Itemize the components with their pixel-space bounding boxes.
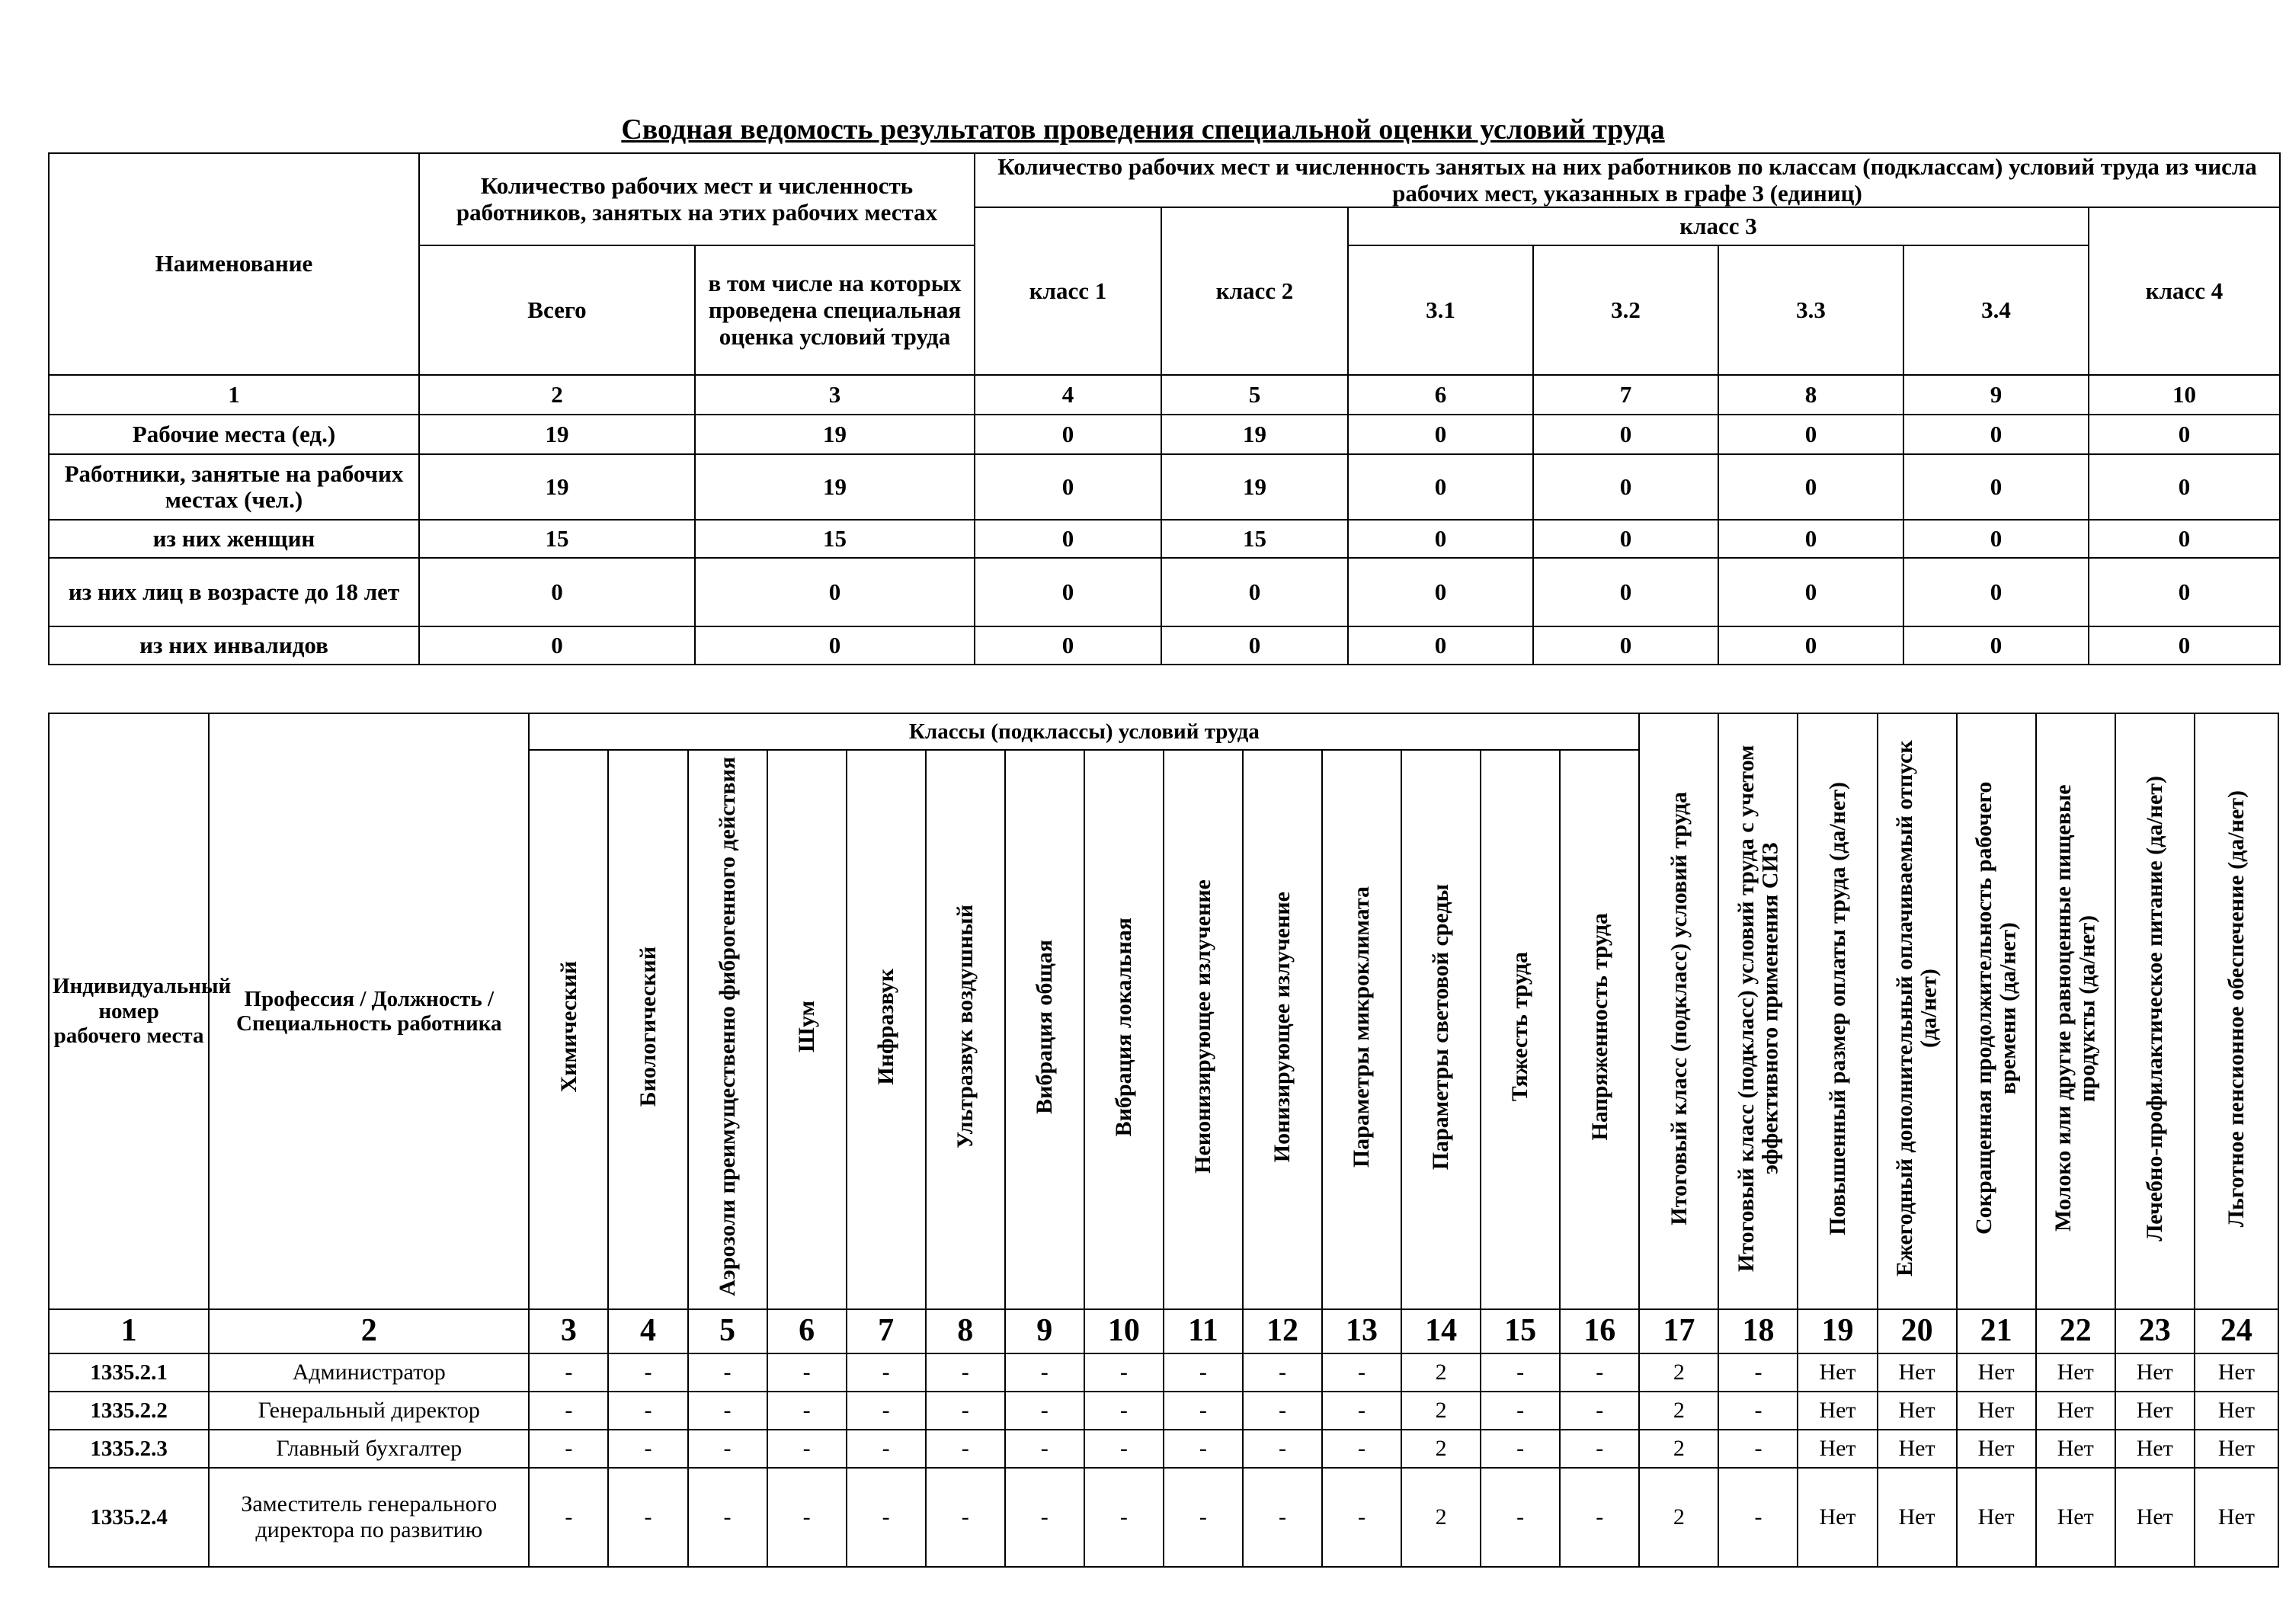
cell-value: 0 <box>2089 520 2280 558</box>
cell-value: - <box>767 1468 847 1567</box>
cell-value: Нет <box>1957 1392 2036 1430</box>
cell-value: Нет <box>1957 1353 2036 1392</box>
cell-value: - <box>767 1353 847 1392</box>
col-number: 13 <box>1322 1309 1401 1353</box>
cell-value: 2 <box>1401 1430 1481 1468</box>
col-number: 23 <box>2115 1309 2195 1353</box>
cell-value: - <box>608 1353 687 1392</box>
cell-value: - <box>1481 1468 1560 1567</box>
col-number: 1 <box>49 375 419 415</box>
cell-value: 0 <box>2089 558 2280 626</box>
cell-value: 0 <box>1718 454 1903 520</box>
cell-value: 0 <box>1161 558 1348 626</box>
cell-value: Нет <box>2115 1468 2195 1567</box>
table-row <box>49 520 2280 558</box>
cell-value: - <box>688 1430 767 1468</box>
cell-value: 15 <box>1161 520 1348 558</box>
cell-value: - <box>1164 1392 1243 1430</box>
summary-head-class3: класс 3 <box>1348 207 2089 245</box>
summary-head-sub-3-2: 3.2 <box>1533 245 1718 375</box>
summary-head-class2: класс 2 <box>1161 207 1348 375</box>
cell-value: 0 <box>695 558 975 626</box>
table-row <box>49 1392 2278 1430</box>
row-label: из них женщин <box>49 520 419 558</box>
summary-head-qty: Количество рабочих мест и численность работников, занятых на этих рабочих местах <box>419 153 975 245</box>
col-number: 3 <box>529 1309 608 1353</box>
cell-value: 0 <box>975 626 1161 665</box>
factor-head: Шум <box>767 750 847 1309</box>
factor-head: Параметры световой среды <box>1401 750 1481 1309</box>
cell-value: Нет <box>1957 1468 2036 1567</box>
summary-head-sub-3-3: 3.3 <box>1718 245 1903 375</box>
col-number: 3 <box>695 375 975 415</box>
cell-value: Нет <box>1798 1392 1877 1430</box>
cell-value: - <box>847 1392 926 1430</box>
cell-value: - <box>1560 1353 1639 1392</box>
factor-head: Химический <box>529 750 608 1309</box>
col-number: 8 <box>926 1309 1005 1353</box>
cell-value: - <box>1322 1430 1401 1468</box>
cell-value: 19 <box>695 415 975 454</box>
cell-value: Нет <box>2115 1430 2195 1468</box>
cell-value: - <box>1560 1430 1639 1468</box>
cell-value: - <box>688 1392 767 1430</box>
workplace-id: 1335.2.1 <box>49 1353 209 1392</box>
table-row <box>49 626 2280 665</box>
table-row <box>49 1430 2278 1468</box>
cell-value: Нет <box>1878 1392 1957 1430</box>
row-label: из них инвалидов <box>49 626 419 665</box>
detail-number-row <box>49 1309 2278 1353</box>
cell-value: 2 <box>1639 1353 1718 1392</box>
cell-value: - <box>1084 1353 1164 1392</box>
cell-value: - <box>1322 1392 1401 1430</box>
col-number: 22 <box>2036 1309 2115 1353</box>
cell-value: 0 <box>695 626 975 665</box>
cell-value: - <box>847 1430 926 1468</box>
cell-value: - <box>608 1430 687 1468</box>
cell-value: 0 <box>419 626 695 665</box>
summary-head-class4: класс 4 <box>2089 207 2280 375</box>
col-number: 19 <box>1798 1309 1877 1353</box>
col-number: 7 <box>1533 375 1718 415</box>
cell-value: - <box>529 1430 608 1468</box>
factor-head: Тяжесть труда <box>1481 750 1560 1309</box>
col-number: 11 <box>1164 1309 1243 1353</box>
cell-value: Нет <box>2195 1430 2278 1468</box>
detail-head-hours: Сокращенная продолжительность рабочего времени (да/нет) <box>1957 713 2036 1309</box>
cell-value: 0 <box>1348 454 1533 520</box>
cell-value: Нет <box>1798 1468 1877 1567</box>
table-row <box>49 1468 2278 1567</box>
col-number: 12 <box>1243 1309 1322 1353</box>
summary-head-name: Наименование <box>49 153 419 375</box>
profession: Главный бухгалтер <box>209 1430 529 1468</box>
cell-value: Нет <box>2195 1392 2278 1430</box>
cell-value: Нет <box>2036 1468 2115 1567</box>
cell-value: - <box>767 1430 847 1468</box>
cell-value: - <box>1005 1353 1084 1392</box>
cell-value: - <box>1718 1353 1798 1392</box>
col-number: 7 <box>847 1309 926 1353</box>
cell-value: 19 <box>1161 415 1348 454</box>
cell-value: - <box>1084 1392 1164 1430</box>
cell-value: - <box>1243 1468 1322 1567</box>
cell-value: - <box>1322 1353 1401 1392</box>
profession: Администратор <box>209 1353 529 1392</box>
detail-head-profession: Профессия / Должность / Специальность работника <box>209 713 529 1309</box>
cell-value: 15 <box>695 520 975 558</box>
cell-value: - <box>847 1353 926 1392</box>
cell-value: 0 <box>419 558 695 626</box>
detail-head-nutrition: Лечебно-профилактическое питание (да/нет) <box>2115 713 2195 1309</box>
workplace-id: 1335.2.3 <box>49 1430 209 1468</box>
factor-head: Вибрация общая <box>1005 750 1084 1309</box>
summary-head-total: Всего <box>419 245 695 375</box>
col-number: 24 <box>2195 1309 2278 1353</box>
summary-head-assessed: в том числе на которых проведена специальная оценка условий труда <box>695 245 975 375</box>
cell-value: 0 <box>1348 626 1533 665</box>
detail-head-classes: Классы (подклассы) условий труда <box>529 713 1639 750</box>
cell-value: 0 <box>1348 415 1533 454</box>
cell-value: 2 <box>1401 1468 1481 1567</box>
cell-value: 0 <box>975 558 1161 626</box>
cell-value: - <box>1005 1392 1084 1430</box>
cell-value: - <box>926 1430 1005 1468</box>
workplace-id: 1335.2.4 <box>49 1468 209 1567</box>
cell-value: 19 <box>419 454 695 520</box>
cell-value: - <box>926 1353 1005 1392</box>
col-number: 18 <box>1718 1309 1798 1353</box>
cell-value: Нет <box>2036 1392 2115 1430</box>
col-number: 5 <box>1161 375 1348 415</box>
factor-head: Напряженность труда <box>1560 750 1639 1309</box>
cell-value: 2 <box>1401 1392 1481 1430</box>
cell-value: 19 <box>419 415 695 454</box>
table-row <box>49 558 2280 626</box>
col-number: 2 <box>419 375 695 415</box>
cell-value: 0 <box>975 454 1161 520</box>
cell-value: - <box>608 1468 687 1567</box>
cell-value: - <box>529 1353 608 1392</box>
col-number: 9 <box>1903 375 2089 415</box>
cell-value: - <box>1322 1468 1401 1567</box>
factor-head: Биологический <box>608 750 687 1309</box>
cell-value: - <box>1243 1430 1322 1468</box>
profession: Заместитель генерального директора по развитию <box>209 1468 529 1567</box>
cell-value: - <box>1164 1468 1243 1567</box>
cell-value: 2 <box>1639 1430 1718 1468</box>
cell-value: 19 <box>695 454 975 520</box>
cell-value: 0 <box>1903 454 2089 520</box>
cell-value: - <box>688 1353 767 1392</box>
cell-value: 2 <box>1401 1353 1481 1392</box>
cell-value: - <box>926 1392 1005 1430</box>
cell-value: 0 <box>1903 558 2089 626</box>
factor-head: Вибрация локальная <box>1084 750 1164 1309</box>
col-number: 20 <box>1878 1309 1957 1353</box>
cell-value: Нет <box>1878 1430 1957 1468</box>
col-number: 15 <box>1481 1309 1560 1353</box>
cell-value: Нет <box>1878 1353 1957 1392</box>
cell-value: - <box>1084 1468 1164 1567</box>
cell-value: - <box>1718 1468 1798 1567</box>
cell-value: - <box>1718 1430 1798 1468</box>
cell-value: 0 <box>1903 520 2089 558</box>
cell-value: 0 <box>2089 626 2280 665</box>
cell-value: 0 <box>1533 558 1718 626</box>
cell-value: Нет <box>1957 1430 2036 1468</box>
cell-value: Нет <box>2036 1353 2115 1392</box>
col-number: 10 <box>1084 1309 1164 1353</box>
summary-table <box>48 152 2281 665</box>
col-number: 21 <box>1957 1309 2036 1353</box>
summary-head-classes: Количество рабочих мест и численность занятых на них работников по классам (подклассам) условий труда из числа рабочих мест, указанных в графе 3 (единиц) <box>975 153 2280 207</box>
cell-value: Нет <box>1798 1430 1877 1468</box>
cell-value: - <box>688 1468 767 1567</box>
cell-value: 0 <box>1161 626 1348 665</box>
factor-head: Ультразвук воздушный <box>926 750 1005 1309</box>
table-row <box>49 454 2280 520</box>
detail-head-final-class: Итоговый класс (подкласс) условий труда <box>1639 713 1718 1309</box>
cell-value: - <box>767 1392 847 1430</box>
col-number: 2 <box>209 1309 529 1353</box>
detail-table <box>48 713 2279 1568</box>
detail-head-pension: Льготное пенсионное обеспечение (да/нет) <box>2195 713 2278 1309</box>
cell-value: - <box>1005 1468 1084 1567</box>
summary-number-row <box>49 375 2280 415</box>
cell-value: - <box>1164 1353 1243 1392</box>
col-number: 17 <box>1639 1309 1718 1353</box>
factor-head: Неионизирующее излучение <box>1164 750 1243 1309</box>
cell-value: Нет <box>2195 1468 2278 1567</box>
cell-value: - <box>1481 1392 1560 1430</box>
col-number: 16 <box>1560 1309 1639 1353</box>
cell-value: 0 <box>1718 558 1903 626</box>
col-number: 8 <box>1718 375 1903 415</box>
profession: Генеральный директор <box>209 1392 529 1430</box>
cell-value: - <box>529 1392 608 1430</box>
cell-value: - <box>847 1468 926 1567</box>
cell-value: 0 <box>2089 415 2280 454</box>
cell-value: 0 <box>1533 626 1718 665</box>
table-row <box>49 1353 2278 1392</box>
factor-head: Параметры микроклимата <box>1322 750 1401 1309</box>
factor-head: Инфразвук <box>847 750 926 1309</box>
cell-value: 0 <box>2089 454 2280 520</box>
cell-value: - <box>1560 1468 1639 1567</box>
cell-value: - <box>1005 1430 1084 1468</box>
summary-head-class1: класс 1 <box>975 207 1161 375</box>
cell-value: 0 <box>975 520 1161 558</box>
cell-value: - <box>1481 1430 1560 1468</box>
detail-head-milk: Молоко или другие равноценные пищевые продукты (да/нет) <box>2036 713 2115 1309</box>
cell-value: 0 <box>1718 520 1903 558</box>
cell-value: Нет <box>1878 1468 1957 1567</box>
factor-head: Ионизирующее излучение <box>1243 750 1322 1309</box>
col-number: 14 <box>1401 1309 1481 1353</box>
summary-head-sub-3-1: 3.1 <box>1348 245 1533 375</box>
cell-value: 0 <box>1903 415 2089 454</box>
cell-value: Нет <box>2115 1392 2195 1430</box>
cell-value: 0 <box>1348 558 1533 626</box>
cell-value: 2 <box>1639 1392 1718 1430</box>
cell-value: Нет <box>2115 1353 2195 1392</box>
col-number: 9 <box>1005 1309 1084 1353</box>
cell-value: - <box>1084 1430 1164 1468</box>
document-title: Сводная ведомость результатов проведения специальной оценки условий труда <box>621 114 1665 146</box>
row-label: Рабочие места (ед.) <box>49 415 419 454</box>
col-number: 4 <box>975 375 1161 415</box>
cell-value: 0 <box>1718 415 1903 454</box>
col-number: 6 <box>1348 375 1533 415</box>
detail-head-leave: Ежегодный дополнительный оплачиваемый отпуск (да/нет) <box>1878 713 1957 1309</box>
row-label: Работники, занятые на рабочих местах (чел.) <box>49 454 419 520</box>
col-number: 5 <box>688 1309 767 1353</box>
factor-head: Аэрозоли преимущественно фиброгенного действия <box>688 750 767 1309</box>
cell-value: - <box>1164 1430 1243 1468</box>
cell-value: - <box>608 1392 687 1430</box>
cell-value: 0 <box>1718 626 1903 665</box>
cell-value: 0 <box>1533 415 1718 454</box>
detail-head-id: Индивидуальный номер рабочего места <box>49 713 209 1309</box>
cell-value: - <box>1718 1392 1798 1430</box>
cell-value: 15 <box>419 520 695 558</box>
detail-head-pay: Повышенный размер оплаты труда (да/нет) <box>1798 713 1877 1309</box>
cell-value: 0 <box>1903 626 2089 665</box>
col-number: 4 <box>608 1309 687 1353</box>
cell-value: 0 <box>1533 454 1718 520</box>
summary-head-sub-3-4: 3.4 <box>1903 245 2089 375</box>
col-number: 1 <box>49 1309 209 1353</box>
cell-value: - <box>529 1468 608 1567</box>
cell-value: Нет <box>1798 1353 1877 1392</box>
detail-head-final-class-siz: Итоговый класс (подкласс) условий труда с учетом эффективного применения СИЗ <box>1718 713 1798 1309</box>
table-row <box>49 415 2280 454</box>
workplace-id: 1335.2.2 <box>49 1392 209 1430</box>
cell-value: - <box>926 1468 1005 1567</box>
cell-value: 19 <box>1161 454 1348 520</box>
cell-value: 2 <box>1639 1468 1718 1567</box>
cell-value: 0 <box>1348 520 1533 558</box>
cell-value: - <box>1243 1353 1322 1392</box>
cell-value: 0 <box>975 415 1161 454</box>
cell-value: Нет <box>2195 1353 2278 1392</box>
row-label: из них лиц в возрасте до 18 лет <box>49 558 419 626</box>
col-number: 6 <box>767 1309 847 1353</box>
cell-value: - <box>1243 1392 1322 1430</box>
col-number: 10 <box>2089 375 2280 415</box>
cell-value: Нет <box>2036 1430 2115 1468</box>
cell-value: - <box>1481 1353 1560 1392</box>
cell-value: 0 <box>1533 520 1718 558</box>
cell-value: - <box>1560 1392 1639 1430</box>
